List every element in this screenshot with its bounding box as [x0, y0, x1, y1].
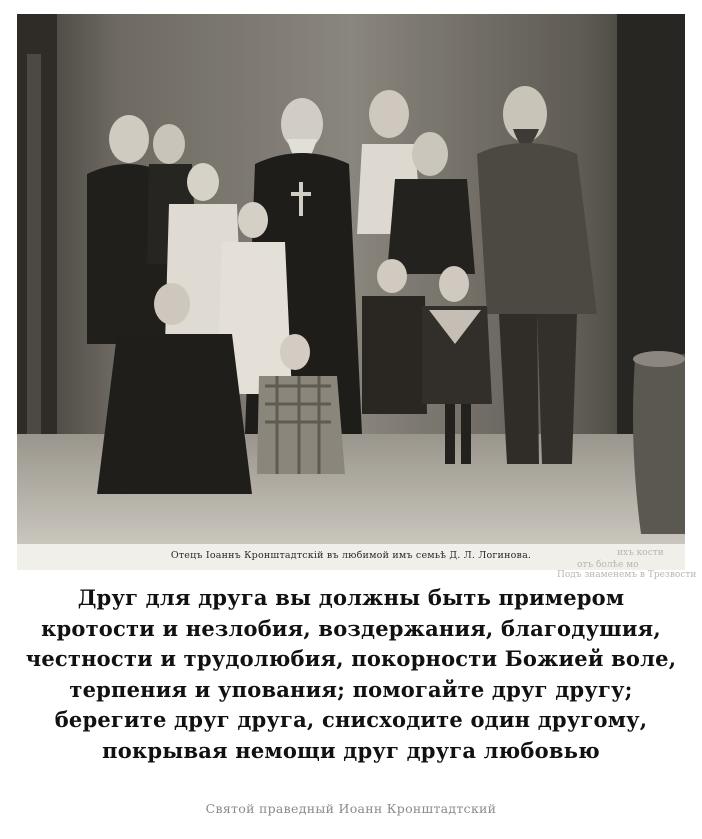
- quote-line: кротости и незлобия, воздержания, благодушия,: [41, 615, 661, 641]
- quote-text: [0, 583, 702, 766]
- photo-caption: Отецъ Іоаннъ Кронштадтскій въ любимой имъ семьѣ Д. Л. Логинова.: [170, 550, 532, 561]
- photo-image: [17, 14, 685, 544]
- quote-line: честности и трудолюбия, покорности Божией воле,: [25, 646, 677, 671]
- quote-line: терпения и упования; помогайте друг другу;: [69, 676, 633, 702]
- bleed-through-text: Подъ знаменемъ в Трезвости: [557, 570, 697, 580]
- family-photograph: [17, 14, 697, 580]
- quote-line: Друг для друга вы должны быть примером: [77, 585, 625, 610]
- quote-line: берегите друг друга, снисходите один другому,: [54, 707, 648, 732]
- bleed-through-text: ихъ кости: [617, 548, 664, 558]
- bleed-through-text: отъ болѣе мо: [577, 560, 639, 570]
- quote-line: покрывая немощи друг друга любовью: [102, 737, 600, 763]
- quote-attribution: Святой праведный Иоанн Кронштадтский: [205, 801, 497, 816]
